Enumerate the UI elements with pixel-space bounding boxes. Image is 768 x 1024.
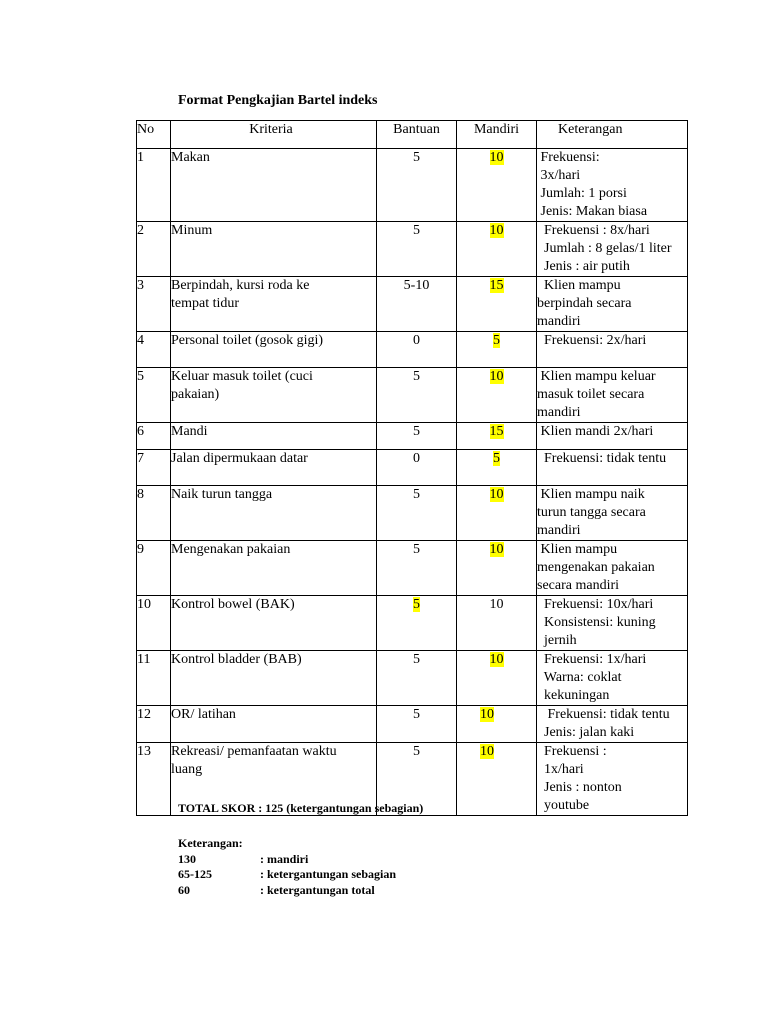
cell-no-text: 4 [137,333,144,348]
cell-mandiri-text: 10 [489,542,504,557]
cell-bantuan-text: 5 [413,150,420,165]
table-header-row [137,121,688,149]
cell-no [137,486,171,541]
cell-keterangan [537,450,688,486]
cell-bantuan-text: 5 [413,744,420,759]
cell-no [137,149,171,222]
cell-no-text: 5 [137,369,144,384]
cell-keterangan-text: Klien mampu mengenakan pakaian secara mandiri [537,542,655,593]
cell-mandiri-text: 10 [489,652,504,667]
cell-bantuan [377,423,457,450]
cell-keterangan-text: Frekuensi: tidak tentu [537,451,667,466]
cell-keterangan-text: Frekuensi: 1x/hari Warna: coklat kekuningan [543,652,647,703]
cell-mandiri-text: 15 [489,424,504,439]
document-title: Format Pengkajian Bartel indeks [178,93,378,108]
table-row [137,277,688,332]
cell-keterangan-text: Klien mampu naik turun tangga secara mandiri [537,487,646,538]
cell-bantuan [377,706,457,743]
cell-mandiri-text: 10 [480,707,494,722]
cell-mandiri [457,423,537,450]
cell-mandiri-text: 10 [489,487,504,502]
cell-kriteria-text: OR/ latihan [171,707,236,722]
cell-kriteria [171,423,377,450]
cell-bantuan [377,368,457,423]
cell-keterangan [537,651,688,706]
cell-no [137,277,171,332]
cell-bantuan-text: 5 [413,707,420,722]
cell-bantuan [377,541,457,596]
cell-mandiri [457,277,537,332]
cell-kriteria [171,541,377,596]
cell-kriteria-text: Naik turun tangga [171,487,273,502]
cell-kriteria [171,368,377,423]
cell-kriteria-text: Mandi [171,424,208,439]
cell-keterangan-text: Frekuensi: 10x/hari Konsistensi: kuning jernih [544,597,656,648]
cell-bantuan-text: 5 [413,542,420,557]
cell-keterangan [537,486,688,541]
table-row [137,706,688,743]
cell-bantuan [377,277,457,332]
cell-no [137,651,171,706]
cell-no [137,706,171,743]
cell-kriteria [171,596,377,651]
cell-keterangan-text: Klien mandi 2x/hari [537,424,654,439]
table-row [137,222,688,277]
cell-kriteria-text: Berpindah, kursi roda ke tempat tidur [171,278,310,311]
cell-mandiri [457,486,537,541]
cell-keterangan [537,423,688,450]
cell-kriteria [171,332,377,368]
cell-no [137,423,171,450]
table-row [137,596,688,651]
cell-no [137,596,171,651]
cell-kriteria-text: Makan [171,150,210,165]
table-row [137,541,688,596]
cell-mandiri [457,596,537,651]
cell-mandiri [457,222,537,277]
cell-mandiri-text: 10 [489,223,504,238]
cell-bantuan [377,651,457,706]
cell-mandiri-text: 15 [489,278,504,293]
cell-kriteria-text: Mengenakan pakaian [171,542,291,557]
cell-mandiri [457,368,537,423]
cell-kriteria-text: Jalan dipermukaan datar [171,451,308,466]
cell-no-text: 11 [137,652,151,667]
cell-bantuan-text: 5 [413,597,420,612]
legend-desc: : mandiri [260,851,309,866]
header-mandiri: Mandiri [457,121,537,149]
cell-mandiri [457,332,537,368]
cell-bantuan-text: 0 [413,451,420,466]
cell-keterangan-text: Frekuensi: tidak tentu Jenis: jalan kaki [544,707,670,740]
legend-desc: : ketergantungan sebagian [260,867,397,881]
table-row [137,486,688,541]
cell-no [137,541,171,596]
cell-kriteria-text: Personal toilet (gosok gigi) [171,333,324,348]
cell-bantuan-text: 5 [413,223,420,238]
cell-kriteria-text: Kontrol bladder (BAB) [171,652,302,667]
header-no: No [137,121,171,149]
cell-bantuan-text: 5-10 [403,278,430,293]
cell-kriteria [171,277,377,332]
cell-kriteria [171,706,377,743]
cell-no-text: 9 [137,542,144,557]
table-row [137,423,688,450]
legend-row [178,852,396,868]
cell-bantuan-text: 5 [413,652,420,667]
cell-kriteria [171,222,377,277]
cell-no-text: 6 [137,424,144,439]
table-row [137,332,688,368]
table-row [137,368,688,423]
legend-row [178,883,396,899]
cell-mandiri [457,149,537,222]
cell-kriteria-text: Rekreasi/ pemanfaatan waktu luang [171,744,337,777]
cell-no-text: 1 [137,150,144,165]
cell-keterangan [537,222,688,277]
legend-desc: : ketergantungan total [260,882,375,897]
cell-kriteria [171,486,377,541]
cell-bantuan [377,486,457,541]
cell-mandiri [457,450,537,486]
cell-keterangan [537,743,688,816]
cell-bantuan [377,450,457,486]
total-score: TOTAL SKOR : 125 (ketergantungan sebagian) [178,801,424,815]
cell-keterangan [537,149,688,222]
cell-mandiri [457,706,537,743]
table-row [137,149,688,222]
cell-no-text: 7 [137,451,144,466]
cell-mandiri [457,541,537,596]
cell-no [137,368,171,423]
legend-row [178,867,396,883]
cell-kriteria [171,651,377,706]
cell-no [137,450,171,486]
cell-no [137,743,171,816]
cell-bantuan-text: 5 [413,424,420,439]
cell-keterangan [537,332,688,368]
cell-bantuan [377,222,457,277]
cell-keterangan-text: Frekuensi: 2x/hari [537,333,647,348]
cell-keterangan [537,541,688,596]
cell-mandiri-text: 10 [480,744,494,759]
cell-mandiri [457,743,537,816]
cell-mandiri-text: 10 [489,150,504,165]
cell-mandiri-text: 10 [489,369,504,384]
cell-no-text: 8 [137,487,144,502]
legend-score: 65-125 [178,867,212,881]
cell-bantuan [377,149,457,222]
cell-keterangan-text: Klien mampu keluar masuk toilet secara mandiri [537,369,656,420]
cell-mandiri-text: 10 [489,597,504,612]
cell-no-text: 2 [137,223,144,238]
cell-bantuan [377,596,457,651]
header-bantuan: Bantuan [377,121,457,149]
cell-kriteria-text: Kontrol bowel (BAK) [171,597,295,612]
cell-no-text: 13 [137,744,151,759]
cell-kriteria-text: Minum [171,223,213,238]
cell-bantuan-text: 0 [413,333,420,348]
cell-kriteria [171,149,377,222]
cell-kriteria-text: Keluar masuk toilet (cuci pakaian) [171,369,313,402]
cell-keterangan [537,368,688,423]
cell-keterangan-text: Frekuensi : 1x/hari Jenis : nonton youtube [544,744,622,813]
cell-keterangan-text: Klien mampu berpindah secara mandiri [537,278,632,329]
table-row [137,450,688,486]
cell-bantuan-text: 5 [413,487,420,502]
score-legend [178,836,396,898]
cell-mandiri-text: 5 [493,333,500,348]
cell-no-text: 12 [137,707,151,722]
cell-no-text: 10 [137,597,151,612]
cell-bantuan [377,332,457,368]
cell-bantuan-text: 5 [413,369,420,384]
cell-keterangan [537,706,688,743]
cell-no [137,222,171,277]
cell-mandiri [457,651,537,706]
table-row [137,651,688,706]
cell-keterangan [537,596,688,651]
legend-score: 130 [178,851,196,866]
cell-keterangan [537,277,688,332]
legend-title: Keterangan: [178,836,243,850]
cell-keterangan-text: Frekuensi: 3x/hari Jumlah: 1 porsi Jenis: Makan biasa [540,150,648,219]
barthel-index-table [136,120,688,816]
cell-no-text: 3 [137,278,144,293]
header-kriteria: Kriteria [171,121,377,149]
legend-score: 60 [178,882,190,897]
header-keterangan: Keterangan [537,121,688,149]
cell-no [137,332,171,368]
cell-mandiri-text: 5 [493,451,500,466]
cell-kriteria [171,450,377,486]
cell-keterangan-text: Frekuensi : 8x/hari Jumlah : 8 gelas/1 liter Jenis : air putih [544,223,672,274]
